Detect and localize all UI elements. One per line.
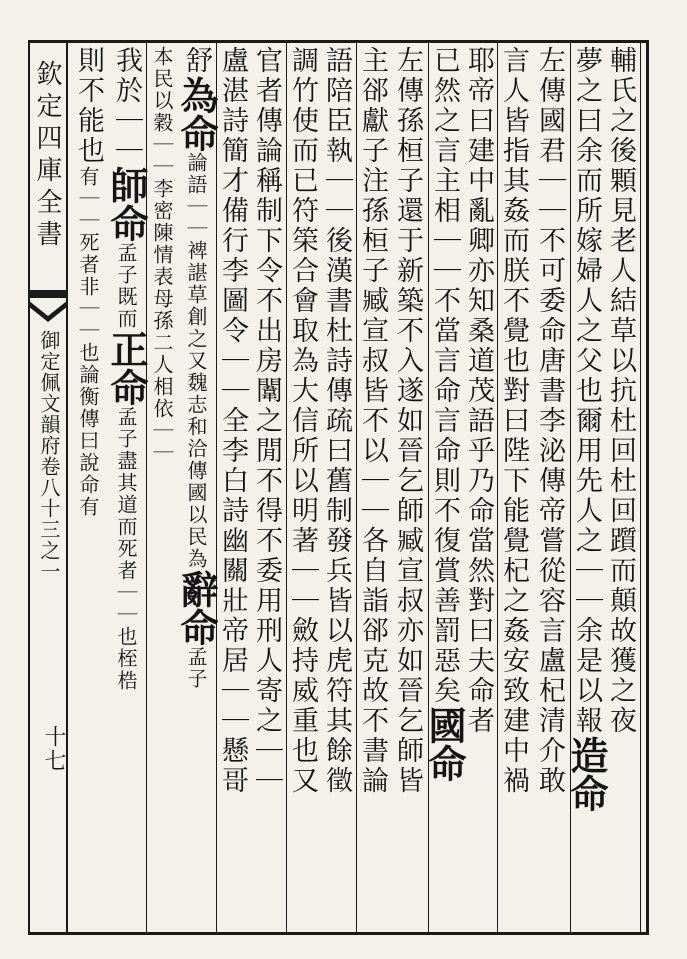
fishtail-band-icon	[28, 290, 68, 332]
body-text: 言人皆指其姦而朕不覺也對曰陛下能覺杞之姦安致建中禍	[498, 46, 529, 796]
text-column-16	[70, 46, 108, 926]
annotation-text: 有｜｜	[76, 166, 100, 232]
body-text: 則不能也	[73, 46, 104, 166]
folio-number: 十七	[41, 725, 66, 773]
text-column-5	[464, 46, 498, 926]
body-text: 盧湛詩簡才備行李圖令｜｜全李白詩幽關壯帝居｜｜懸哥	[217, 46, 248, 796]
body-text: 調竹使而已符筞合會取為大信所以明著｜｜斂持威重也又	[287, 46, 318, 796]
body-text: 已然之言主相｜｜不當言命言命則不復賞善罰惡矣	[429, 46, 460, 706]
annotation-text: 死者非｜｜也論衡傳曰說命有	[76, 232, 100, 518]
entry-headword: 正命	[104, 330, 149, 406]
text-column-10	[288, 46, 322, 926]
text-column-7	[393, 46, 427, 926]
body-text: 夢之曰余而所嫁婦人之父也爾用先人之｜｜余是以報	[571, 46, 602, 736]
entry-headword: 師命	[104, 166, 149, 242]
volume-title: 御定佩文韻府卷八十三之一	[37, 330, 61, 582]
entry-headword: 為命	[174, 76, 219, 152]
annotation-text: 孟子	[184, 646, 208, 690]
body-text: 舒	[181, 46, 212, 76]
entry-headword: 造命	[564, 736, 609, 812]
book-title: 欽定四庫全書	[32, 60, 62, 252]
text-column-14	[148, 46, 182, 926]
annotation-text: 本民以穀｜｜李密陳情表母孫二人相依｜｜	[150, 46, 174, 464]
text-column-3	[535, 46, 569, 926]
body-text: 左傳國君｜｜不可委命唐書李泌傳帝嘗從容言盧杞清介敢	[534, 46, 565, 796]
frame-top-rule	[28, 40, 648, 43]
body-text: 輔氏之後顆見老人結草以抗杜回杜回躓而顛故獲之夜	[605, 46, 636, 736]
text-column-12	[218, 46, 252, 926]
text-column-11	[252, 46, 286, 926]
body-text: 耶帝曰建中亂卿亦知桑道茂語乎乃命當然對曰夫命者	[463, 46, 494, 736]
text-column-13	[174, 46, 219, 926]
text-column-8	[358, 46, 392, 926]
body-text: 左傳孫桓子還于新築不入遂如晉乞師臧宣叔亦如晉乞師皆	[392, 46, 423, 796]
frame-left-outer-rule	[28, 40, 30, 935]
annotation-text: 論語｜｜裨諶草創之又魏志和洽傳國以民為	[184, 152, 208, 570]
frame-bottom-rule	[28, 932, 648, 935]
annotation-text: 孟子既而	[114, 242, 138, 330]
text-column-6	[422, 46, 467, 926]
text-column-2	[564, 46, 609, 926]
frame-right-outer-rule	[646, 40, 649, 935]
body-text: 我於｜｜	[111, 46, 142, 166]
text-column-9	[322, 46, 356, 926]
body-text: 主郤獻子注孫桓子臧宣叔皆不以｜｜各自詣郤克故不書論	[357, 46, 388, 796]
body-text: 語陪臣執｜｜後漢書杜詩傳疏曰舊制發兵皆以虎符其餘徵	[321, 46, 352, 796]
body-text: 官者傳論稱制下令不出房闈之閒不得不委用刑人寄之｜｜	[251, 46, 282, 796]
frame-right-inner-rule	[640, 40, 641, 935]
entry-headword: 辭命	[174, 570, 219, 646]
annotation-text: 孟子盡其道而死者｜｜也桎梏	[114, 406, 138, 692]
text-column-1	[606, 46, 640, 926]
entry-headword: 國命	[422, 706, 467, 782]
text-column-4	[499, 46, 533, 926]
text-column-15	[104, 46, 149, 926]
